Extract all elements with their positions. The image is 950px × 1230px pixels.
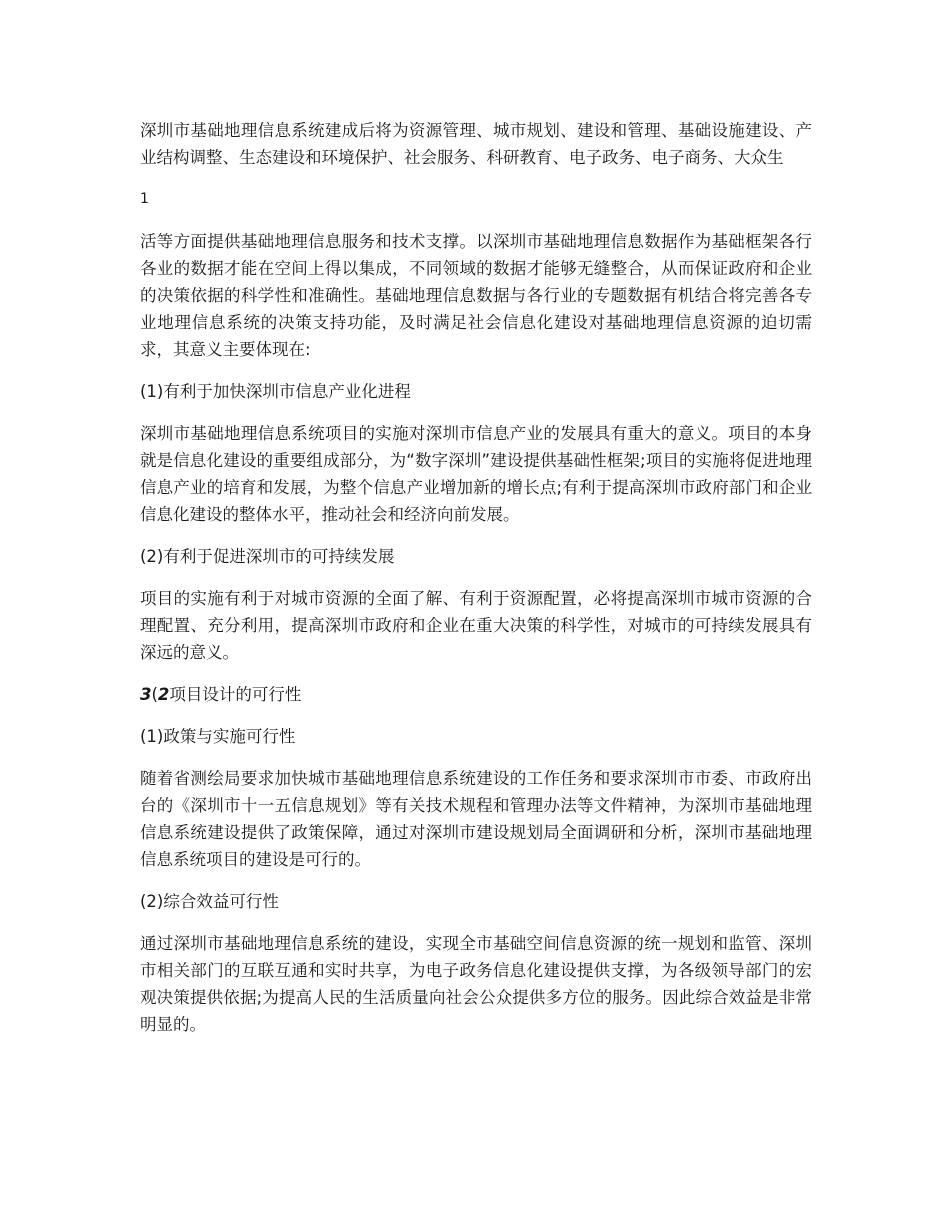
heading-policy: (1)政策与实施可行性 bbox=[140, 727, 296, 746]
section-number-c: 2 bbox=[157, 685, 170, 704]
paragraph-intro: 深圳市基础地理信息系统建成后将为资源管理、城市规划、建设和管理、基础设施建设、产业结构调整、生态建设和环境保护、社会服务、科研教育、电子政务、电子商务、大众生 bbox=[140, 121, 812, 167]
section-heading-feasibility bbox=[140, 681, 812, 708]
heading-sustainable: (2)有利于促进深圳市的可持续发展 bbox=[140, 547, 395, 566]
paragraph-benefit: 通过深圳市基础地理信息系统的建设，实现全市基础空间信息资源的统一规划和监管、深圳市相关部门的互联互通和实时共享，为电子政务信息化建设提供支撑，为各级领导部门的宏观决策提供依据;为提高人民的生活质量向社会公众提供多方位的服务。因此综合效益是非常明显的。 bbox=[140, 934, 812, 1034]
paragraph-sustainable: 项目的实施有利于对城市资源的全面了解、有利于资源配置，必将提高深圳市城市资源的合理配置、充分利用，提高深圳市政府和企业在重大决策的科学性，对城市的可持续发展具有深远的意义。 bbox=[140, 589, 812, 662]
section-number-b: ( bbox=[151, 685, 158, 704]
page-number: 1 bbox=[140, 191, 149, 207]
document-body bbox=[140, 117, 812, 1053]
paragraph-info-industry: 深圳市基础地理信息系统项目的实施对深圳市信息产业的发展具有重大的意义。项目的本身就是信息化建设的重要组成部分，为“数字深圳”建设提供基础性框架;项目的实施将促进地理信息产业的培育和发展，为整个信息产业增加新的增长点;有利于提高深圳市政府部门和企业信息化建设的整体水平，推动社会和经济向前发展。 bbox=[140, 424, 812, 524]
section-number-a: 3 bbox=[140, 685, 152, 704]
paragraph-policy: 随着省测绘局要求加快城市基础地理信息系统建设的工作任务和要求深圳市市委、市政府出台的《深圳市十一五信息规划》等有关技术规程和管理办法等文件精神，为深圳市基础地理信息系统建设提供了政策保障，通过对深圳市建设规划局全面调研和分析，深圳市基础地理信息系统项目的建设是可行的。 bbox=[140, 769, 812, 869]
heading-info-industry: (1)有利于加快深圳市信息产业化进程 bbox=[140, 382, 411, 401]
paragraph-significance: 活等方面提供基础地理信息服务和技术支撑。以深圳市基础地理信息数据作为基础框架各行各业的数据才能在空间上得以集成，不同领域的数据才能够无缝整合，从而保证政府和企业的决策依据的科学性和准确性。基础地理信息数据与各行业的专题数据有机结合将完善各专业地理信息系统的决策支持功能，及时满足社会信息化建设对基础地理信息资源的迫切需求，其意义主要体现在: bbox=[140, 232, 812, 359]
heading-benefit: (2)综合效益可行性 bbox=[140, 892, 279, 911]
section-title: 项目设计的可行性 bbox=[169, 685, 302, 704]
